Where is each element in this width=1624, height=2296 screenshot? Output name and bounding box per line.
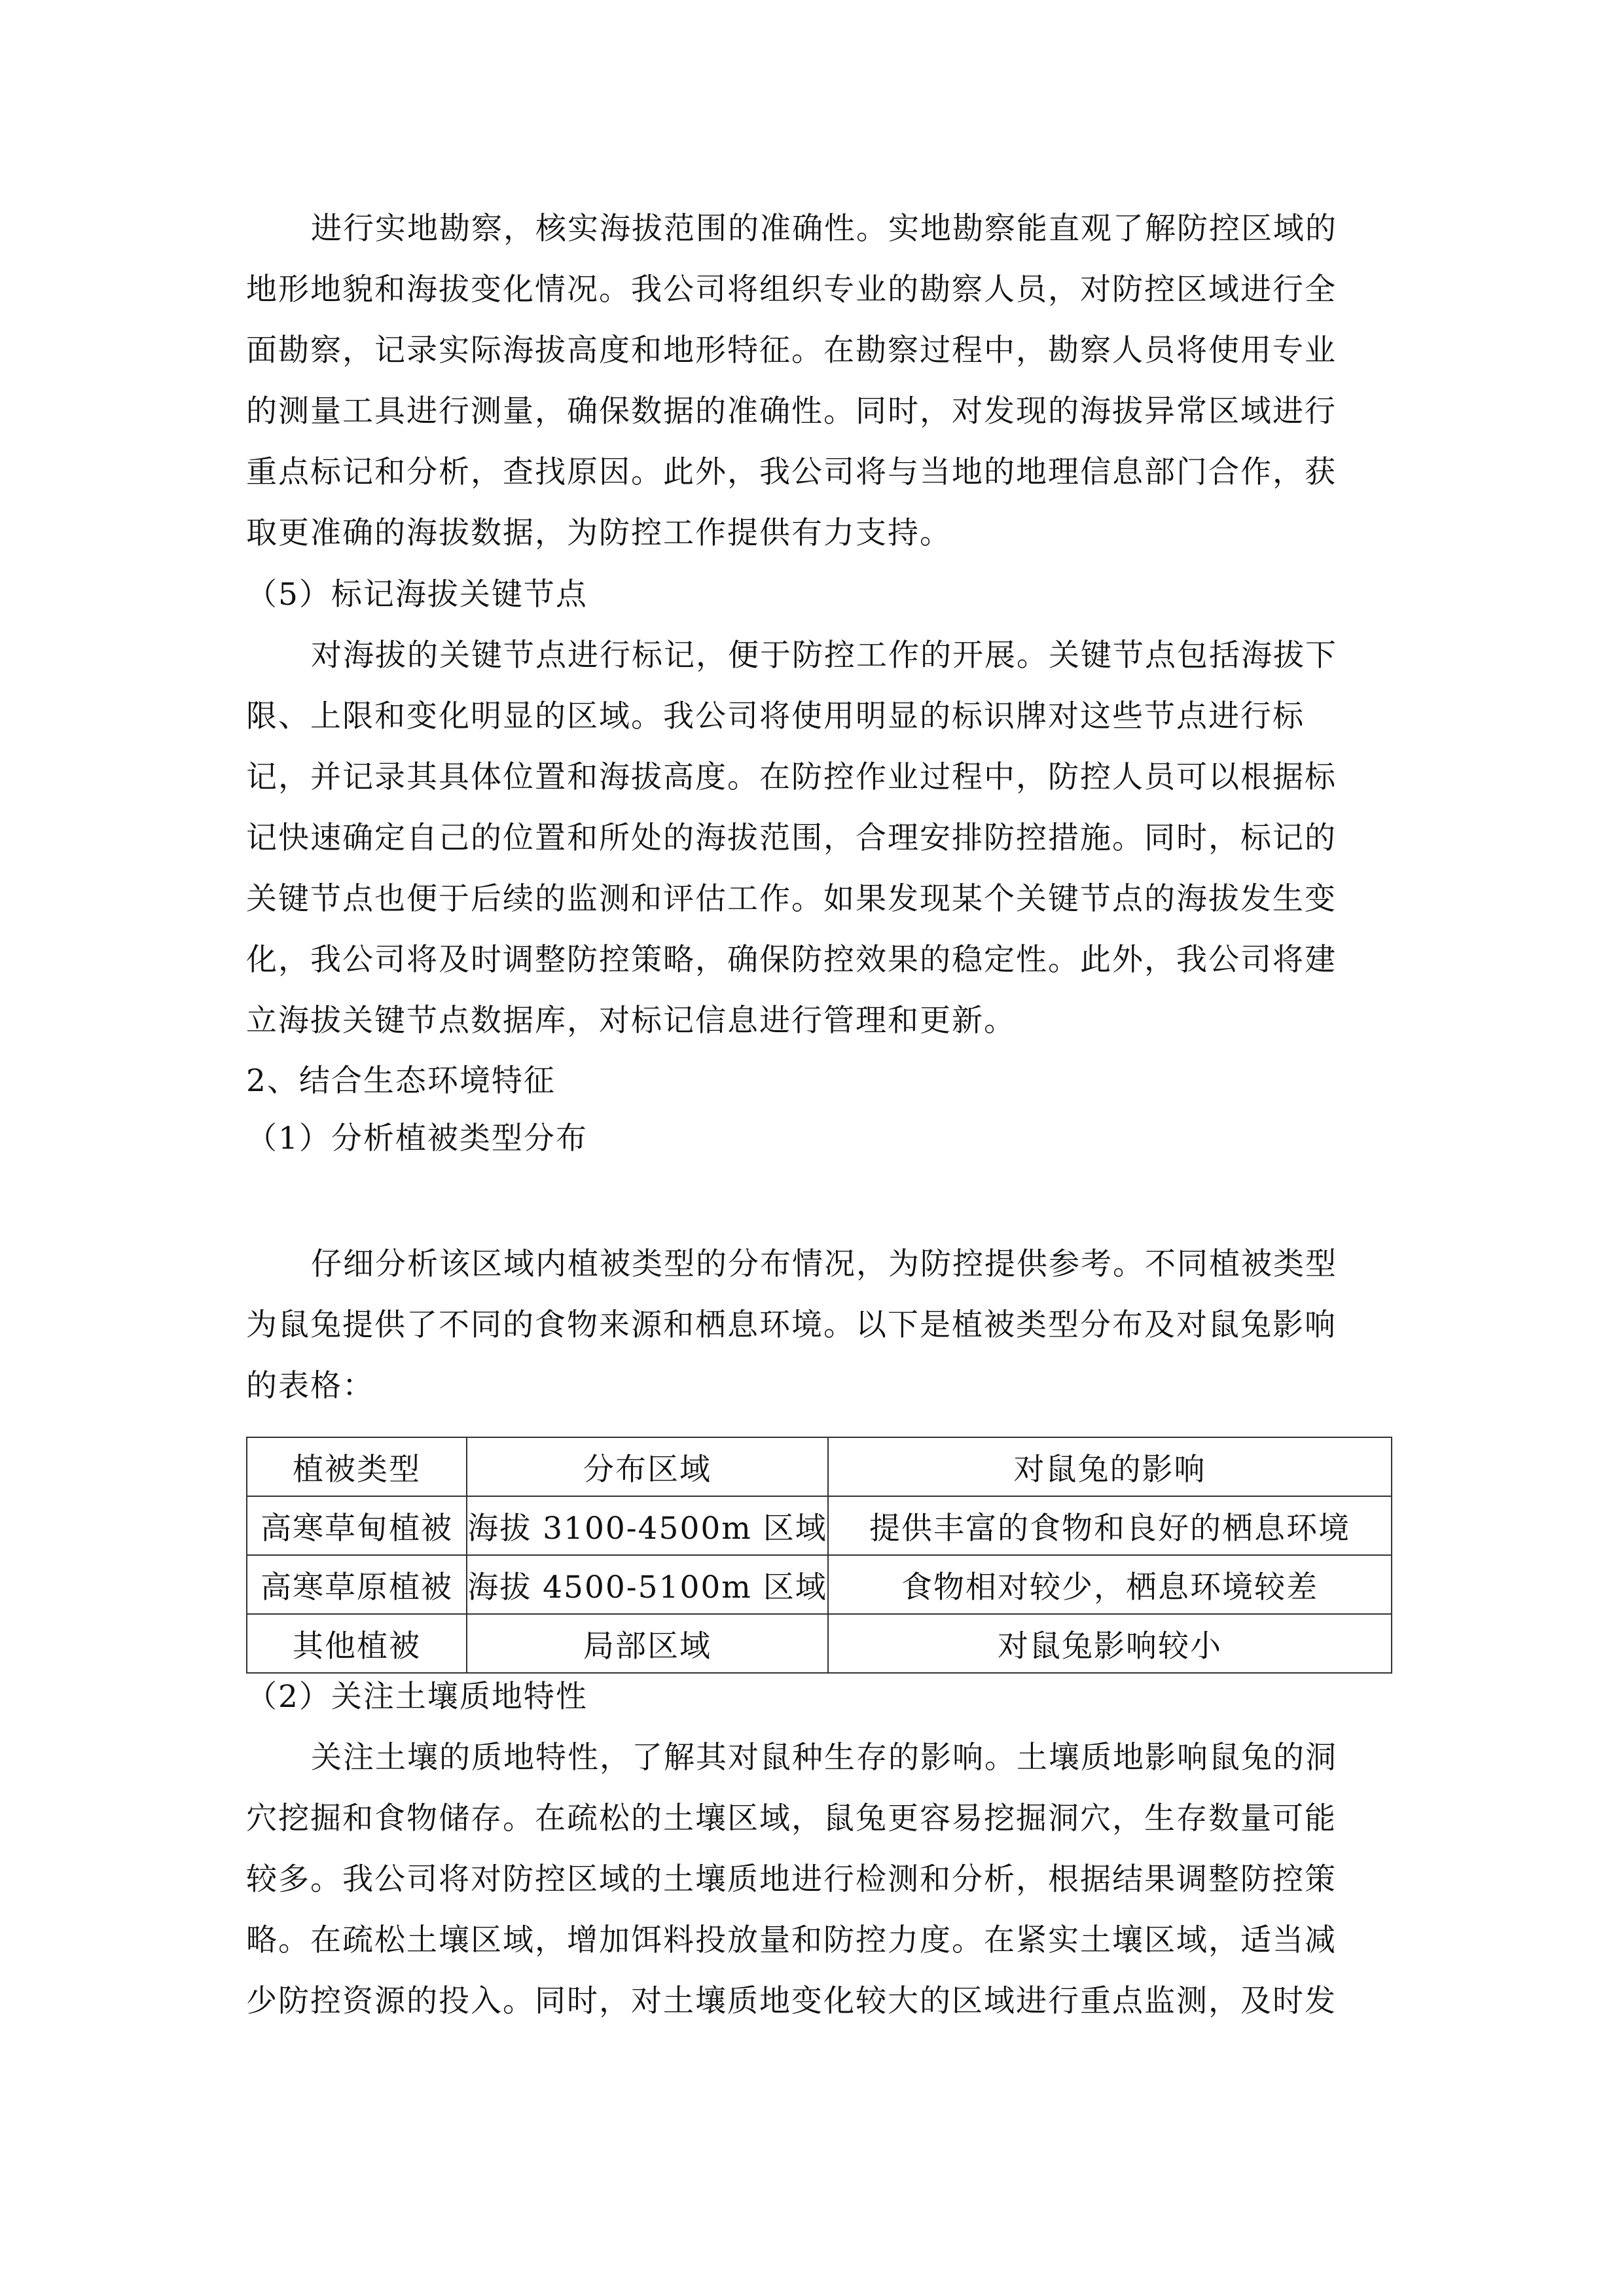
- table-row: [247, 1614, 1392, 1673]
- vegetation-table: [246, 1437, 1392, 1674]
- paragraph-line: 重点标记和分析，查找原因。此外，我公司将与当地的地理信息部门合作，获: [246, 454, 1337, 490]
- subsection-heading-soil: （2）关注土壤质地特性: [246, 1679, 588, 1715]
- table-cell: 其他植被: [247, 1614, 467, 1673]
- table-cell: 海拔 3100-4500m 区域: [467, 1496, 828, 1555]
- paragraph-line: 为鼠兔提供了不同的食物来源和栖息环境。以下是植被类型分布及对鼠兔影响: [246, 1307, 1337, 1343]
- paragraph-line: 仔细分析该区域内植被类型的分布情况，为防控提供参考。不同植被类型: [311, 1246, 1337, 1282]
- paragraph-line: 取更准确的海拔数据，为防控工作提供有力支持。: [246, 515, 952, 551]
- paragraph-line: 立海拔关键节点数据库，对标记信息进行管理和更新。: [246, 1003, 1016, 1039]
- paragraph-line: 限、上限和变化明显的区域。我公司将使用明显的标识牌对这些节点进行标: [246, 698, 1305, 734]
- subsection-heading-mark-key-nodes: （5）标记海拔关键节点: [246, 577, 588, 613]
- table-header-cell: 对鼠兔的影响: [828, 1437, 1392, 1496]
- paragraph-line: 的测量工具进行测量，确保数据的准确性。同时，对发现的海拔异常区域进行: [246, 393, 1337, 429]
- table-cell: 高寒草甸植被: [247, 1496, 467, 1555]
- table-header-row: [247, 1437, 1392, 1496]
- paragraph-line: 略。在疏松土壤区域，增加饵料投放量和防控力度。在紧实土壤区域，适当减: [246, 1922, 1337, 1958]
- paragraph-line: 进行实地勘察，核实海拔范围的准确性。实地勘察能直观了解防控区域的: [311, 211, 1337, 247]
- table-cell: 高寒草原植被: [247, 1555, 467, 1614]
- table-header-cell: 分布区域: [467, 1437, 828, 1496]
- table-cell: 海拔 4500-5100m 区域: [467, 1555, 828, 1614]
- paragraph-line: 的表格：: [246, 1368, 374, 1404]
- section-heading-ecology: 2、结合生态环境特征: [246, 1063, 556, 1099]
- table-cell: 对鼠兔影响较小: [828, 1614, 1392, 1673]
- paragraph-line: 记快速确定自己的位置和所处的海拔范围，合理安排防控措施。同时，标记的: [246, 820, 1337, 856]
- table-row: [247, 1555, 1392, 1614]
- subsection-heading-vegetation: （1）分析植被类型分布: [246, 1121, 588, 1157]
- paragraph-line: 穴挖掘和食物储存。在疏松的土壤区域，鼠兔更容易挖掘洞穴，生存数量可能: [246, 1801, 1337, 1837]
- paragraph-line: 少防控资源的投入。同时，对土壤质地变化较大的区域进行重点监测，及时发: [246, 1983, 1337, 2019]
- table-row: [247, 1496, 1392, 1555]
- paragraph-line: 关注土壤的质地特性，了解其对鼠种生存的影响。土壤质地影响鼠兔的洞: [311, 1740, 1337, 1776]
- paragraph-line: 对海拔的关键节点进行标记，便于防控工作的开展。关键节点包括海拔下: [311, 637, 1337, 673]
- table-cell: 食物相对较少，栖息环境较差: [828, 1555, 1392, 1614]
- paragraph-line: 面勘察，记录实际海拔高度和地形特征。在勘察过程中，勘察人员将使用专业: [246, 332, 1337, 368]
- table-cell: 局部区域: [467, 1614, 828, 1673]
- paragraph-line: 地形地貌和海拔变化情况。我公司将组织专业的勘察人员，对防控区域进行全: [246, 272, 1337, 308]
- table-cell: 提供丰富的食物和良好的栖息环境: [828, 1496, 1392, 1555]
- paragraph-line: 较多。我公司将对防控区域的土壤质地进行检测和分析，根据结果调整防控策: [246, 1861, 1337, 1897]
- paragraph-line: 化，我公司将及时调整防控策略，确保防控效果的稳定性。此外，我公司将建: [246, 942, 1337, 978]
- table-header-cell: 植被类型: [247, 1437, 467, 1496]
- paragraph-line: 记，并记录其具体位置和海拔高度。在防控作业过程中，防控人员可以根据标: [246, 759, 1337, 795]
- paragraph-line: 关键节点也便于后续的监测和评估工作。如果发现某个关键节点的海拔发生变: [246, 881, 1337, 917]
